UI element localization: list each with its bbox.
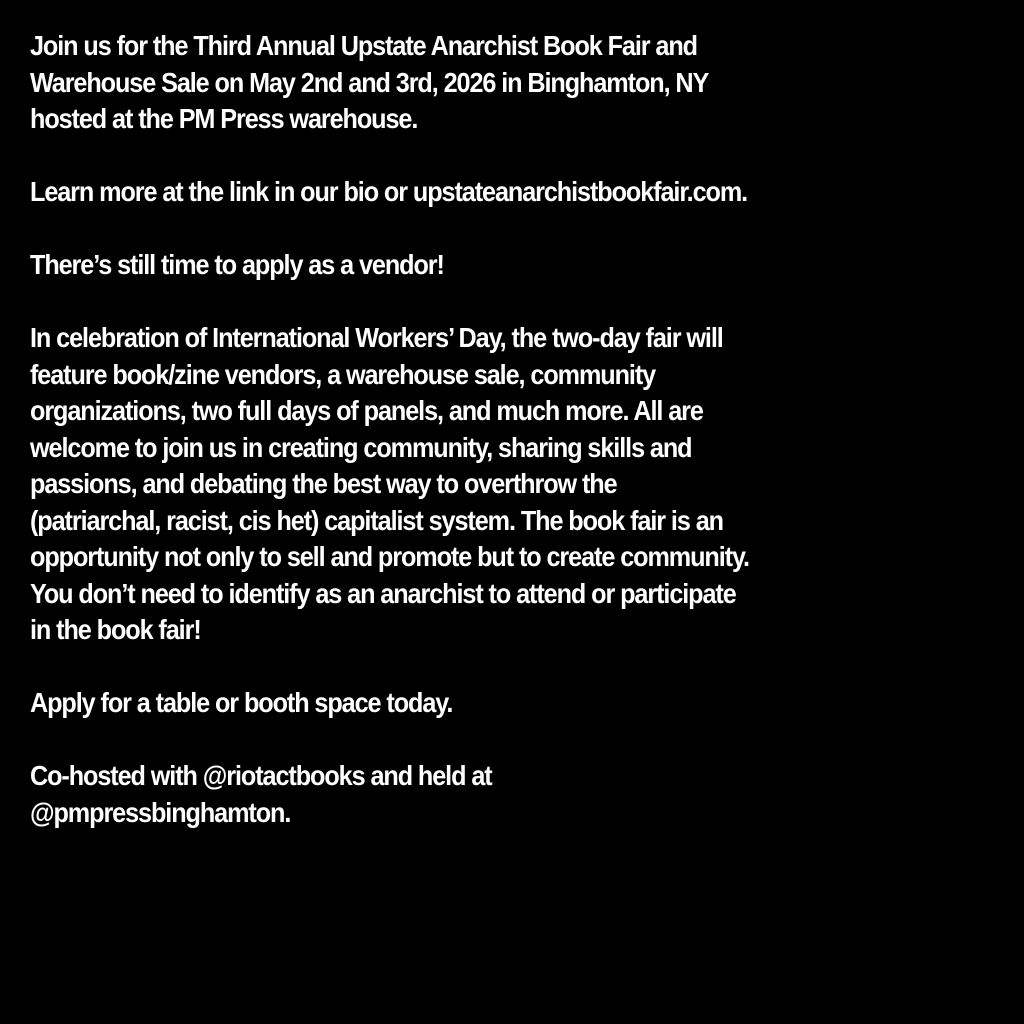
paragraph-spacer	[30, 284, 905, 321]
paragraph-learn-more	[30, 174, 905, 211]
paragraph-vendor-call	[30, 247, 905, 284]
paragraph-cohosts	[30, 758, 905, 831]
text-line: Co-hosted with @riotactbooks and held at	[30, 760, 492, 791]
text-line: hosted at the PM Press warehouse.	[30, 103, 418, 134]
paragraph-spacer	[30, 649, 905, 686]
paragraph-intro	[30, 28, 905, 138]
text-line: Warehouse Sale on May 2nd and 3rd, 2026 in Binghamton, NY	[30, 66, 709, 98]
text-line: welcome to join us in creating community, sharing skills and	[30, 431, 692, 463]
text-line: in the book fair!	[30, 614, 201, 645]
text-line: There’s still time to apply as a vendor!	[30, 249, 444, 280]
text-line: Learn more at the link in our bio or upstateanarchistbookfair.com.	[30, 176, 748, 207]
paragraph-spacer	[30, 722, 905, 759]
paragraph-spacer	[30, 138, 905, 175]
text-line: organizations, two full days of panels, and much more. All are	[30, 395, 703, 426]
paragraph-apply	[30, 685, 905, 722]
text-line: @pmpressbinghamton.	[30, 796, 291, 828]
text-line: Join us for the Third Annual Upstate Anarchist Book Fair and	[30, 30, 697, 61]
text-line: You don’t need to identify as an anarchist to attend or participate	[30, 577, 736, 609]
paragraph-spacer	[30, 211, 905, 248]
text-line: (patriarchal, racist, cis het) capitalist system. The book fair is an	[30, 504, 723, 536]
announcement-text	[30, 28, 905, 831]
text-line: In celebration of International Workers’ Day, the two-day fair will	[30, 322, 723, 353]
paragraph-description	[30, 320, 905, 649]
text-line: opportunity not only to sell and promote but to create community.	[30, 541, 749, 572]
text-line: passions, and debating the best way to overthrow the	[30, 468, 617, 499]
text-line: Apply for a table or booth space today.	[30, 687, 453, 718]
text-line: feature book/zine vendors, a warehouse sale, community	[30, 358, 656, 390]
